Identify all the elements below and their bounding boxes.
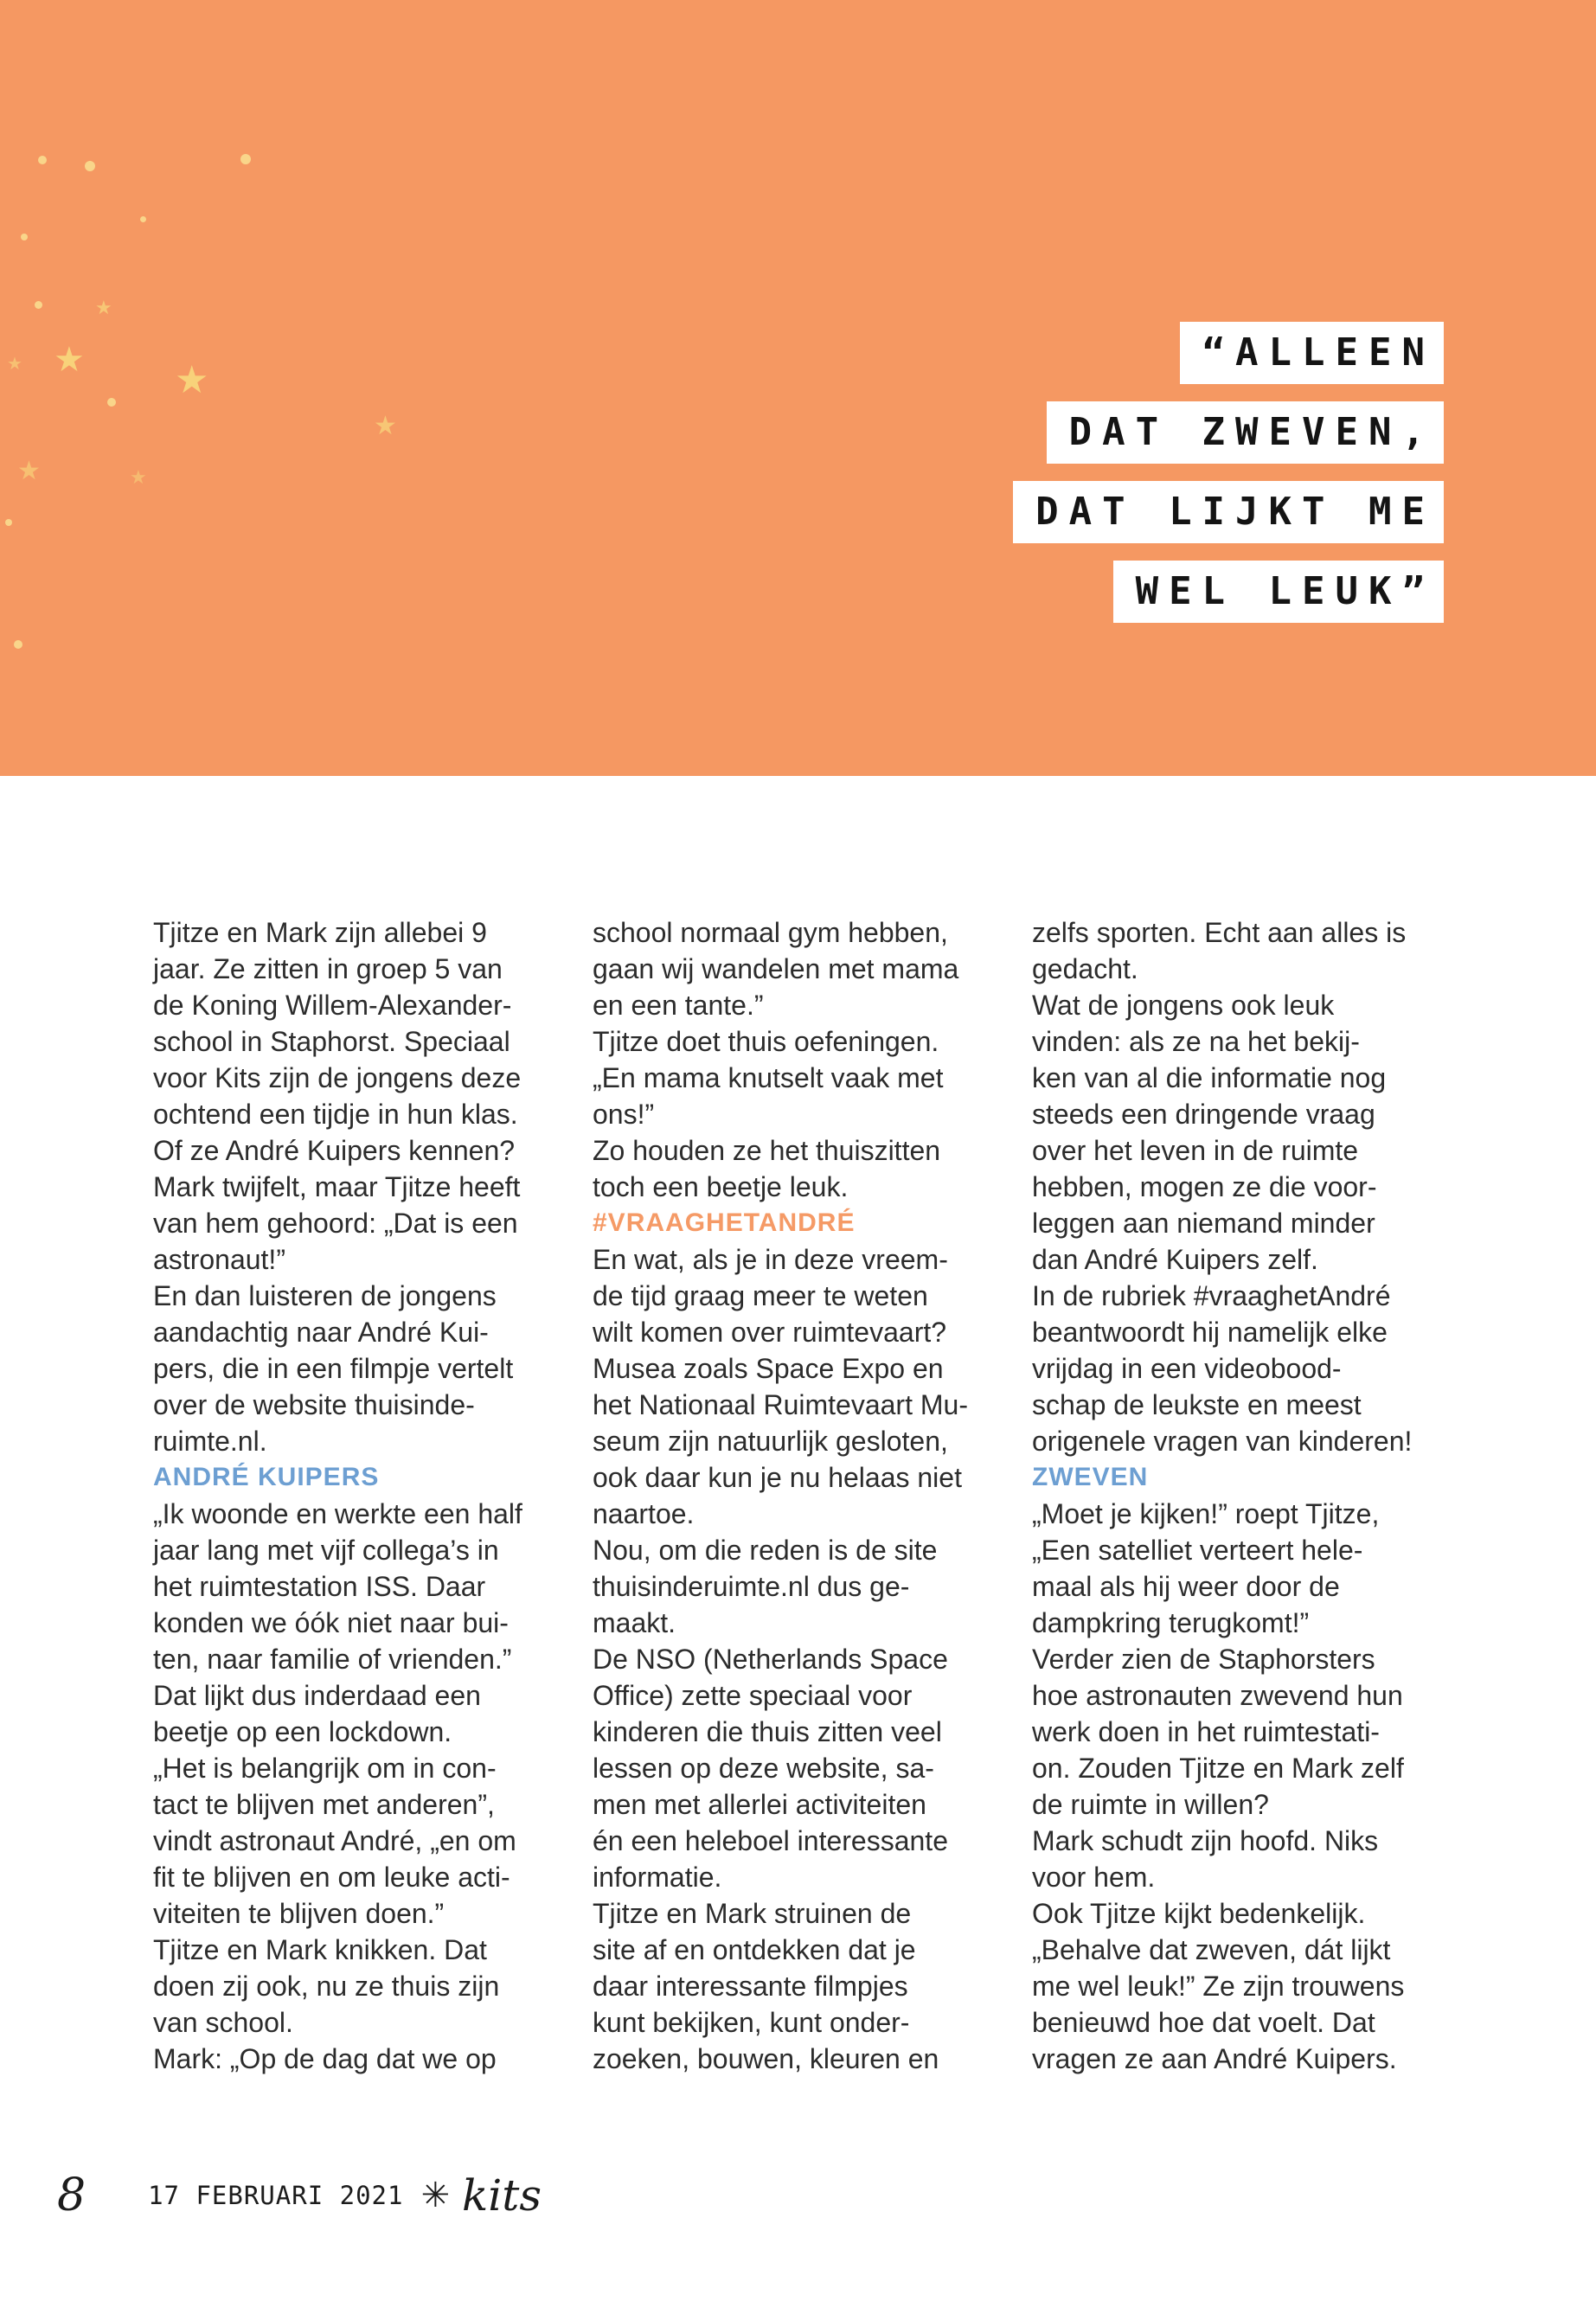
star-icon: ★: [374, 411, 397, 441]
sparkle-dot: [107, 398, 116, 407]
asterisk-icon: ✳: [420, 2176, 450, 2215]
article-column-3: [1032, 914, 1447, 2077]
sparkle-dot: [240, 154, 251, 164]
star-icon: ★: [130, 467, 147, 489]
pull-quote-line: DAT ZWEVEN,: [1047, 401, 1444, 464]
page-footer: [57, 2170, 542, 2221]
section-heading-zweven: ZWEVEN: [1032, 1463, 1149, 1491]
star-icon: ★: [175, 358, 209, 402]
section-body: En wat, als je in deze vreem- de tijd graag meer te weten wilt komen over ruimtevaart? Musea zoals Space Expo en het Nationaal Ruimtevaart Mu- seum zijn natuurlijk gesloten, ook daar kun je nu helaas niet naartoe. Nou, om die reden is de site thuisinderuimte.nl dus ge- maakt. De NSO (Netherlands Space Office) zette speciaal voor kinderen die thuis zitten veel lessen op deze website, sa- men met allerlei activiteiten én een heleboel interessante informatie. Tjitze en Mark struinen de site af en ontdekken dat je daar interessante filmpjes kunt bekijken, kunt onder- zoeken, bouwen, kleuren en: [593, 1244, 968, 2074]
section-body: „Ik woonde en werkte een half jaar lang met vijf collega’s in het ruimtestation ISS. Daar konden we óók niet naar bui- ten, naar familie of vrienden.” Dat lijkt dus inderdaad een beetje op een lockdown. „Het is belangrijk om in con- tact te blijven met anderen”, vindt astronaut André, „en om fit te blijven en om leuke acti- viteiten te blijven doen.” Tjitze en Mark knikken. Dat doen zij ook, nu ze thuis zijn van school. Mark: „Op de dag dat we op: [153, 1498, 522, 2074]
section-heading-vraaghetandre: #VRAAGHETANDRÉ: [593, 1208, 856, 1237]
sparkle-dot: [5, 519, 12, 526]
star-icon: ★: [17, 456, 41, 486]
section-body: „Moet je kijken!” roept Tjitze, „Een satelliet verteert hele- maal als hij weer door de dampkring terugkomt!” Verder zien de Staphorsters hoe astronauten zwevend hun werk doen in het ruimtestati- on. Zouden Tjitze en Mark zelf de ruimte in willen? Mark schudt zijn hoofd. Niks voor hem. Ook Tjitze kijkt bedenkelijk. „Behalve dat zweven, dát lijkt me wel leuk!” Ze zijn trouwens benieuwd hoe dat voelt. Dat vragen ze aan André Kuipers.: [1032, 1498, 1405, 2074]
star-icon: ★: [7, 353, 22, 374]
article-body: [153, 914, 1451, 2077]
sparkle-dot: [14, 640, 22, 649]
article-column-1: [153, 914, 568, 2077]
brand-logo: kits: [461, 2170, 542, 2221]
star-icon: ★: [54, 340, 85, 380]
continued-paragraph: zelfs sporten. Echt aan alles is gedacht. Wat de jongens ook leuk vinden: als ze na het bekij- ken van al die informatie nog steeds een dringende vraag over het leven in de ruimte hebben, mogen ze die voor- leggen aan niemand minder dan André Kuipers zelf. In de rubriek #vraaghetAndré beantwoordt hij namelijk elke vrijdag in een videobood- schap de leukste en meest origenele vragen van kinderen!: [1032, 917, 1413, 1457]
pull-quote-line: DAT LIJKT ME: [1013, 481, 1444, 543]
pull-quote-line: “ALLEEN: [1180, 322, 1444, 384]
sparkle-dot: [35, 301, 42, 309]
article-column-2: [593, 914, 1008, 2077]
page-number: 8: [57, 2170, 87, 2221]
section-heading-andre-kuipers: ANDRÉ KUIPERS: [153, 1463, 380, 1491]
sparkle-dot: [85, 161, 95, 171]
issue-date: 17 FEBRUARI 2021: [148, 2181, 404, 2210]
header-banner: [0, 0, 1596, 776]
star-icon: ★: [95, 298, 112, 319]
sparkle-dot: [21, 234, 28, 240]
intro-paragraph: Tjitze en Mark zijn allebei 9 jaar. Ze zitten in groep 5 van de Koning Willem-Alexander- school in Staphorst. Speciaal voor Kits zijn de jongens deze ochtend een tijdje in hun klas. Of ze André Kuipers kennen? Mark twijfelt, maar Tjitze heeft van hem gehoord: „Dat is een astronaut!” En dan luisteren de jongens aandachtig naar André Kui- pers, die in een filmpje vertelt over de website thuisinde- ruimte.nl.: [153, 917, 522, 1457]
pull-quote-line: WEL LEUK”: [1113, 561, 1444, 623]
sparkle-dot: [38, 156, 47, 164]
sparkle-dot: [140, 216, 146, 222]
continued-paragraph: school normaal gym hebben, gaan wij wandelen met mama en een tante.” Tjitze doet thuis oefeningen. „En mama knutselt vaak met ons!” Zo houden ze het thuiszitten toch een beetje leuk.: [593, 917, 959, 1202]
